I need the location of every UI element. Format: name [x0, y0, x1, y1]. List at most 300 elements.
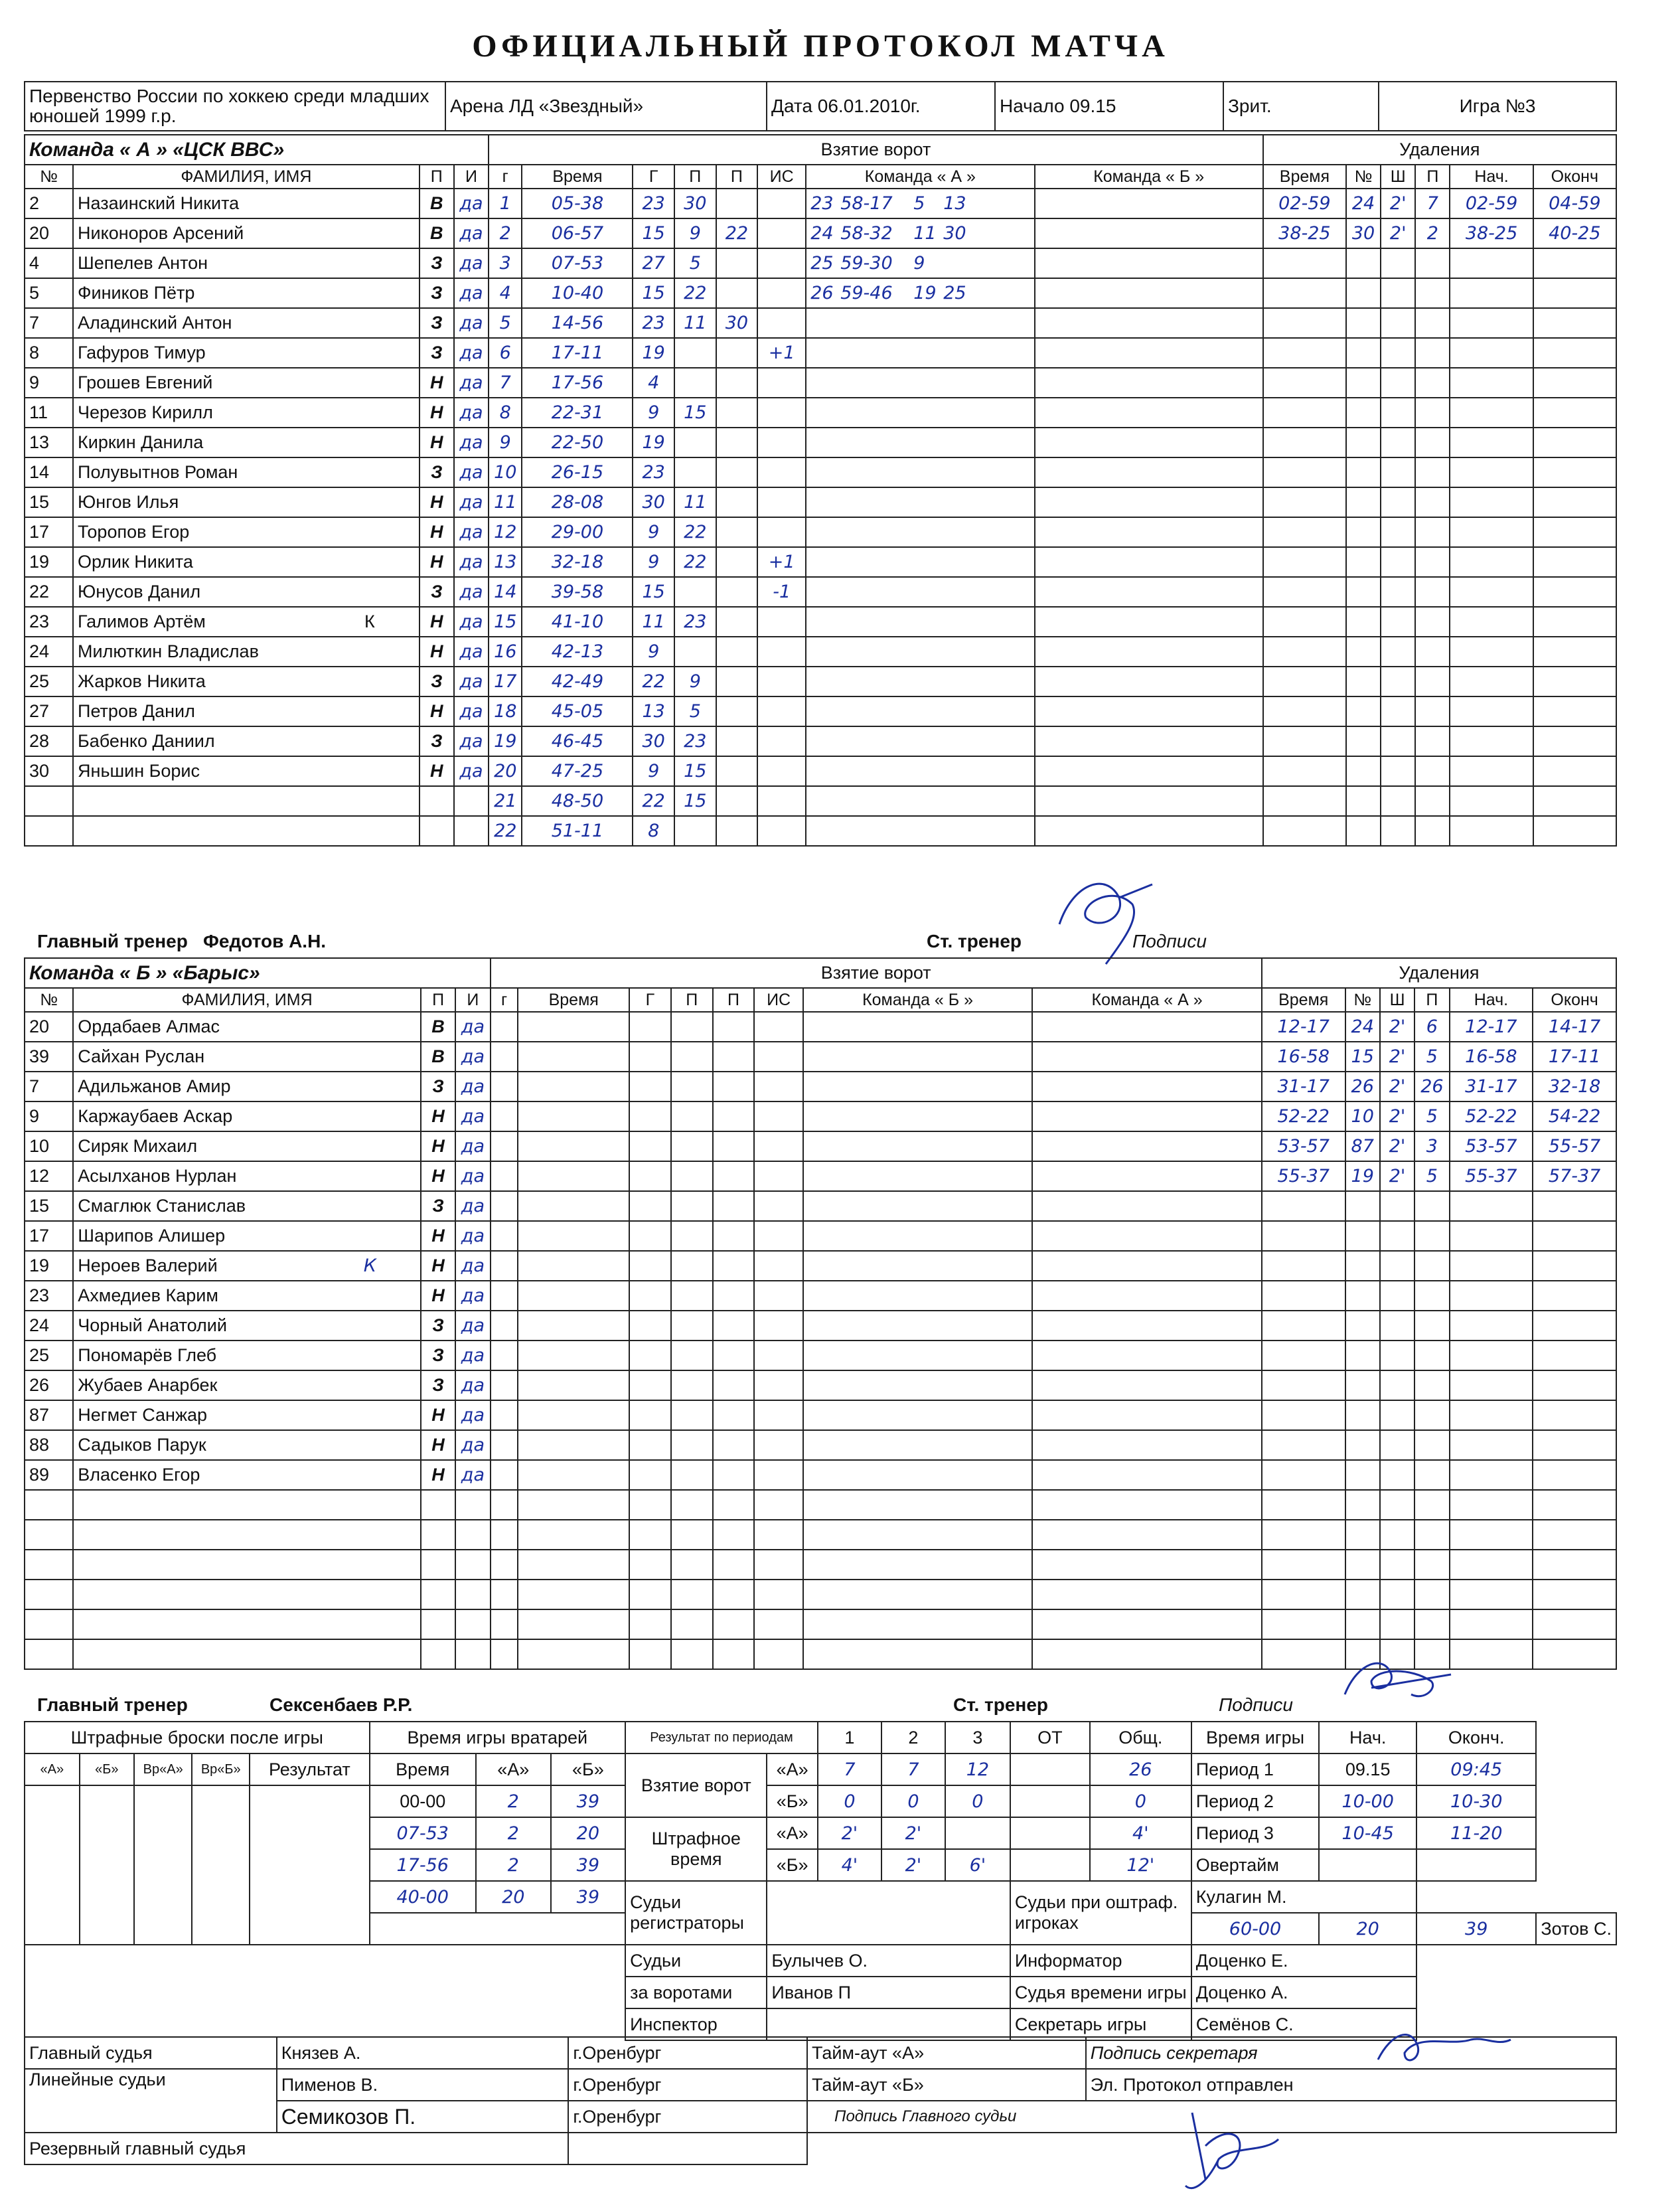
penalty-start	[1450, 457, 1533, 487]
goal-assist-2	[716, 368, 758, 398]
goals-b-p2: 0	[881, 1785, 945, 1817]
goal-scorer	[629, 1191, 671, 1221]
player-name-text: Чорный Анатолий	[78, 1315, 227, 1335]
goal-situation	[754, 1221, 802, 1251]
goal-assist-1	[671, 1370, 713, 1400]
penalties-header: Удаления	[1263, 135, 1616, 165]
goal-time	[518, 1161, 629, 1191]
period-3-label: Период 3	[1191, 1817, 1320, 1849]
penalty-player	[1345, 1341, 1380, 1370]
goal-assist-2	[716, 816, 758, 846]
table-row	[25, 457, 1616, 487]
goal-time	[518, 1131, 629, 1161]
table-row	[25, 637, 1616, 667]
penalty-end	[1533, 1490, 1616, 1520]
timeout-b: Тайм-аут «Б»	[807, 2069, 1086, 2101]
penalty-time: 52-22	[1262, 1101, 1345, 1131]
goal-scorer	[629, 1101, 671, 1131]
player-name	[73, 1370, 421, 1400]
goal-assist-2	[716, 607, 758, 637]
opponent-lineup-cell	[1032, 1281, 1262, 1311]
goal-assist-1: 15	[674, 398, 716, 428]
penalty-end	[1533, 1311, 1616, 1341]
penalty-end	[1533, 1550, 1616, 1580]
penalty-minutes	[1380, 1400, 1414, 1430]
penalty-time: 12-17	[1262, 1012, 1345, 1042]
captain-mark: К	[364, 611, 375, 631]
player-name	[73, 517, 420, 547]
player-position: В	[421, 1042, 455, 1072]
goal-number	[491, 1042, 518, 1072]
goal-time	[518, 1341, 629, 1370]
goal-number: 6	[489, 338, 522, 368]
col-G: Г	[633, 165, 674, 189]
player-name	[73, 1131, 421, 1161]
player-number: 17	[25, 517, 73, 547]
penalty-start	[1450, 1550, 1533, 1580]
goal-assist-1	[671, 1490, 713, 1520]
col-pen-end: Оконч	[1533, 165, 1616, 189]
penalty-start: 55-37	[1450, 1161, 1533, 1191]
table-row	[25, 517, 1616, 547]
penalty-end	[1533, 278, 1616, 308]
penalty-end	[1533, 338, 1616, 368]
penalty-time	[1263, 667, 1346, 696]
opponent-lineup-cell	[1035, 786, 1263, 816]
penalty-start	[1450, 1580, 1533, 1609]
goal-scorer: 13	[633, 696, 674, 726]
col-pen-p: П	[1414, 988, 1449, 1012]
penalty-code	[1415, 248, 1450, 278]
penalty-time	[1262, 1460, 1345, 1490]
penalty-time	[1262, 1490, 1345, 1520]
goal-assist-2	[716, 457, 758, 487]
penalty-code	[1415, 308, 1450, 338]
col-IS: ИС	[754, 988, 802, 1012]
penalty-start	[1450, 816, 1533, 846]
judges-goal-label: Судьи	[625, 1945, 767, 1977]
opponent-lineup-cell	[1032, 1042, 1262, 1072]
penalty-player	[1345, 1430, 1380, 1460]
penalty-end	[1533, 816, 1616, 846]
penalty-time	[1263, 786, 1346, 816]
goal-time	[518, 1101, 629, 1131]
goals-header: Взятие ворот	[489, 135, 1263, 165]
goal-assist-1	[671, 1281, 713, 1311]
goal-scorer	[629, 1281, 671, 1311]
lineup-value: 9	[913, 253, 925, 274]
penalty-end	[1533, 1609, 1616, 1639]
player-position: В	[420, 218, 454, 248]
goal-situation	[754, 1370, 802, 1400]
col-team-b: Команда « Б »	[803, 988, 1033, 1012]
player-plays: да	[454, 696, 489, 726]
goal-situation	[757, 637, 806, 667]
player-number: 30	[25, 756, 73, 786]
table-row	[25, 1012, 1616, 1042]
secretary-sign-label: Подпись секретаря	[1086, 2037, 1616, 2069]
goal-assist-1	[671, 1341, 713, 1370]
penalty-minutes	[1381, 338, 1415, 368]
player-number: 27	[25, 696, 73, 726]
goal-time: 42-49	[522, 667, 633, 696]
goal-number: 4	[489, 278, 522, 308]
goal-situation	[754, 1400, 802, 1430]
gk-time-0: 00-00	[370, 1785, 476, 1817]
secretary-signature	[1365, 2020, 1524, 2079]
player-name	[73, 1251, 421, 1281]
goal-number	[491, 1221, 518, 1251]
gk-a-3: 20	[476, 1881, 551, 1913]
line-judge-1: Пименов В.	[277, 2069, 569, 2101]
gk-b-3: 39	[551, 1881, 626, 1913]
penalty-end	[1533, 1430, 1616, 1460]
penalty-minutes	[1381, 756, 1415, 786]
player-name-text: Нероев Валерий	[78, 1256, 218, 1275]
goal-assist-1	[671, 1550, 713, 1580]
shootout-a: «А»	[25, 1753, 80, 1785]
player-name-text: Орлик Никита	[78, 552, 193, 572]
goal-number: 1	[489, 189, 522, 218]
player-name-text: Юнгов Илья	[78, 492, 179, 512]
goal-time	[518, 1221, 629, 1251]
penalty-start	[1450, 1191, 1533, 1221]
goals-a-p1: 7	[818, 1753, 881, 1785]
table-row	[25, 547, 1616, 577]
penalty-code	[1414, 1520, 1449, 1550]
col-pen-start: Нач.	[1450, 988, 1533, 1012]
goal-assist-2	[716, 547, 758, 577]
player-plays: да	[455, 1400, 490, 1430]
penalty-start	[1450, 696, 1533, 726]
col-i: И	[455, 988, 490, 1012]
player-plays: да	[454, 756, 489, 786]
overtime-start	[1319, 1849, 1416, 1881]
team-b-table	[24, 957, 1617, 1670]
penalty-code: 5	[1414, 1161, 1449, 1191]
goal-situation	[757, 517, 806, 547]
penalty-start: 12-17	[1450, 1012, 1533, 1042]
penalty-code: 3	[1414, 1131, 1449, 1161]
player-plays: да	[454, 547, 489, 577]
player-position: Н	[420, 398, 454, 428]
goal-scorer: 9	[633, 756, 674, 786]
penalty-start	[1450, 1460, 1533, 1490]
shootout-gk-a: Вр«А»	[134, 1753, 192, 1785]
team-a-name: Команда « А » «ЦСК ВВС»	[25, 135, 489, 165]
goal-time	[518, 1520, 629, 1550]
goal-assist-2	[713, 1460, 755, 1490]
opponent-lineup-cell	[1032, 1520, 1262, 1550]
line-judge-1-city: г.Оренбург	[568, 2069, 807, 2101]
goal-scorer: 30	[633, 487, 674, 517]
player-name	[73, 1490, 421, 1520]
penalty-end	[1533, 1221, 1616, 1251]
goal-assist-2	[713, 1221, 755, 1251]
timekeeper-label: Судья времени игры	[1010, 1977, 1191, 2008]
goal-number	[491, 1131, 518, 1161]
player-name-text: Милюткин Владислав	[78, 641, 259, 661]
player-number: 5	[25, 278, 73, 308]
player-number: 12	[25, 1161, 73, 1191]
opponent-lineup-cell	[1032, 1131, 1262, 1161]
goal-number	[491, 1550, 518, 1580]
lineup-cell	[806, 667, 1034, 696]
lineup-cell	[803, 1191, 1033, 1221]
goal-scorer	[629, 1400, 671, 1430]
goal-assist-1: 5	[674, 248, 716, 278]
lineup-value: 23	[810, 193, 834, 214]
penalty-code	[1414, 1281, 1449, 1311]
informator-name: Доценко Е.	[1191, 1945, 1416, 1977]
table-row	[25, 278, 1616, 308]
goal-time: 17-11	[522, 338, 633, 368]
penalty-minutes	[1380, 1520, 1414, 1550]
gk-time-4: 60-00	[1191, 1913, 1320, 1945]
pen-b-ot	[1010, 1849, 1090, 1881]
opponent-lineup-cell	[1032, 1101, 1262, 1131]
lineup-cell	[803, 1251, 1033, 1281]
penalty-code	[1415, 278, 1450, 308]
player-number: 25	[25, 667, 73, 696]
lineup-cell	[806, 637, 1034, 667]
penalty-start	[1450, 517, 1533, 547]
table-row	[25, 1072, 1616, 1101]
player-number: 13	[25, 428, 73, 457]
lineup-cell	[806, 487, 1034, 517]
goals-a-total: 26	[1090, 1753, 1191, 1785]
opponent-lineup-cell	[1035, 726, 1263, 756]
player-name-text: Петров Данил	[78, 701, 195, 721]
penalty-player	[1346, 667, 1381, 696]
goal-situation	[757, 756, 806, 786]
player-plays	[455, 1520, 490, 1550]
penalty-player	[1345, 1400, 1380, 1430]
lineup-cell	[803, 1580, 1033, 1609]
penalty-minutes	[1380, 1460, 1414, 1490]
col-P2: П	[716, 165, 758, 189]
table-row	[25, 696, 1616, 726]
goal-assist-1: 23	[674, 607, 716, 637]
player-name-text: Никоноров Арсений	[78, 223, 244, 243]
goal-assist-2	[716, 786, 758, 816]
opponent-lineup-cell	[1035, 607, 1263, 637]
goal-situation	[757, 487, 806, 517]
player-plays: да	[455, 1072, 490, 1101]
goal-number	[491, 1251, 518, 1281]
penalty-end	[1533, 1460, 1616, 1490]
penalty-player	[1345, 1580, 1380, 1609]
player-number: 15	[25, 487, 73, 517]
player-plays: да	[454, 607, 489, 637]
penalty-start: 02-59	[1450, 189, 1533, 218]
opponent-lineup-cell	[1032, 1460, 1262, 1490]
penalty-player	[1345, 1490, 1380, 1520]
penalty-time	[1263, 338, 1346, 368]
penalty-start	[1450, 756, 1533, 786]
goal-situation	[757, 278, 806, 308]
penalty-minutes	[1381, 786, 1415, 816]
penalty-time	[1263, 816, 1346, 846]
period-col-2: 2	[881, 1722, 945, 1753]
lineup-cell	[803, 1400, 1033, 1430]
player-plays	[455, 1490, 490, 1520]
judges-penalty-label: Судьи при оштраф. игроках	[1010, 1881, 1191, 1945]
lineup-value: 58-32	[840, 223, 893, 244]
col-P2: П	[713, 988, 755, 1012]
player-name-text: Адильжанов Амир	[78, 1076, 231, 1096]
start-time: Начало 09.15	[995, 82, 1223, 131]
pen-b-p3: 6'	[945, 1849, 1010, 1881]
penalty-code	[1415, 547, 1450, 577]
lineup-cell	[803, 1520, 1033, 1550]
goal-number: 7	[489, 368, 522, 398]
player-position: З	[421, 1341, 455, 1370]
asst-coach-label: Ст. тренер	[927, 931, 1022, 951]
goal-time: 26-15	[522, 457, 633, 487]
line-judge-2: Семикозов П.	[277, 2101, 569, 2133]
penalty-time: 31-17	[1262, 1072, 1345, 1101]
goal-number	[491, 1430, 518, 1460]
penalty-start	[1450, 1311, 1533, 1341]
penalty-player: 19	[1345, 1161, 1380, 1191]
player-position: Н	[420, 756, 454, 786]
goal-scorer	[629, 1550, 671, 1580]
goal-number: 22	[489, 816, 522, 846]
col-pen-time: Время	[1262, 988, 1345, 1012]
goal-number	[491, 1520, 518, 1550]
player-number: 2	[25, 189, 73, 218]
goal-scorer	[629, 1490, 671, 1520]
player-number: 89	[25, 1460, 73, 1490]
penalty-player	[1345, 1520, 1380, 1550]
player-number: 11	[25, 398, 73, 428]
player-name-text: Черезов Кирилл	[78, 402, 213, 422]
player-plays: да	[454, 338, 489, 368]
penalty-time	[1262, 1609, 1345, 1639]
goal-scorer	[629, 1042, 671, 1072]
goal-number	[491, 1460, 518, 1490]
gk-col-b: «Б»	[551, 1753, 626, 1785]
goal-number: 15	[489, 607, 522, 637]
penalty-code	[1415, 517, 1450, 547]
overtime-end	[1416, 1849, 1536, 1881]
goal-assist-1	[671, 1131, 713, 1161]
goal-assist-1: 5	[674, 696, 716, 726]
table-row	[25, 577, 1616, 607]
goal-situation	[754, 1341, 802, 1370]
goal-assist-2	[716, 577, 758, 607]
lineup-cell	[806, 547, 1034, 577]
player-name	[73, 1609, 421, 1639]
goal-assist-2	[713, 1550, 755, 1580]
penalty-end: 54-22	[1533, 1101, 1616, 1131]
pen-team-b-label: «Б»	[767, 1849, 817, 1881]
penalty-start	[1450, 487, 1533, 517]
penalty-minutes	[1380, 1311, 1414, 1341]
opponent-lineup-cell	[1035, 189, 1263, 218]
opponent-lineup-cell	[1035, 278, 1263, 308]
penalty-time	[1262, 1550, 1345, 1580]
goal-assist-1	[671, 1520, 713, 1550]
period-col-total: Общ.	[1090, 1722, 1191, 1753]
player-name	[73, 726, 420, 756]
penalty-end	[1533, 577, 1616, 607]
player-plays: да	[454, 308, 489, 338]
goal-number: 8	[489, 398, 522, 428]
penalty-time	[1262, 1251, 1345, 1281]
player-name-text: Сайхан Руслан	[78, 1046, 205, 1066]
penalty-code	[1415, 487, 1450, 517]
lineup-cell	[806, 278, 1034, 308]
col-time: Время	[518, 988, 629, 1012]
player-position: Н	[420, 368, 454, 398]
player-plays: да	[455, 1012, 490, 1042]
penalty-player	[1346, 517, 1381, 547]
gk-a-2: 2	[476, 1849, 551, 1881]
goal-time	[518, 1191, 629, 1221]
goals-b-ot	[1010, 1785, 1090, 1817]
goal-time	[518, 1400, 629, 1430]
goal-scorer: 23	[633, 457, 674, 487]
penalty-time	[1263, 517, 1346, 547]
player-name	[73, 577, 420, 607]
penalty-start	[1450, 667, 1533, 696]
goal-time: 22-50	[522, 428, 633, 457]
goal-assist-1: 22	[674, 278, 716, 308]
goal-scorer	[629, 1221, 671, 1251]
timeout-a: Тайм-аут «А»	[807, 2037, 1086, 2069]
penalty-code	[1415, 607, 1450, 637]
player-number	[25, 1639, 73, 1669]
goal-scorer	[629, 1430, 671, 1460]
goals-header-b: Взятие ворот	[491, 958, 1262, 988]
penalty-start	[1450, 278, 1533, 308]
goal-assist-2	[716, 756, 758, 786]
lineup-value: 59-46	[840, 283, 893, 303]
pen-a-p1: 2'	[818, 1817, 881, 1849]
penalty-minutes	[1380, 1281, 1414, 1311]
col-g: г	[491, 988, 518, 1012]
player-position: Н	[421, 1460, 455, 1490]
penalty-minutes	[1381, 577, 1415, 607]
opponent-lineup-cell	[1035, 308, 1263, 338]
penalty-code	[1415, 338, 1450, 368]
goal-scorer: 23	[633, 308, 674, 338]
player-position	[420, 816, 454, 846]
penalty-player	[1346, 398, 1381, 428]
goal-time: 17-56	[522, 368, 633, 398]
goal-time: 05-38	[522, 189, 633, 218]
goal-number: 3	[489, 248, 522, 278]
goal-judge-2: Иванов П	[767, 1977, 1010, 2008]
penalty-start	[1450, 1221, 1533, 1251]
player-plays: да	[455, 1460, 490, 1490]
goal-assist-1	[671, 1639, 713, 1669]
penalty-start	[1450, 398, 1533, 428]
lineup-cell	[803, 1012, 1033, 1042]
pen-b-p1: 4'	[818, 1849, 881, 1881]
penalty-minutes: 2'	[1380, 1131, 1414, 1161]
table-row	[25, 1490, 1616, 1520]
player-plays: да	[455, 1131, 490, 1161]
penalty-player	[1346, 637, 1381, 667]
gk-col-time: Время	[370, 1753, 476, 1785]
goal-assist-1	[671, 1042, 713, 1072]
player-name	[73, 1430, 421, 1460]
player-name-text: Садыков Парук	[78, 1435, 206, 1455]
player-name	[73, 428, 420, 457]
